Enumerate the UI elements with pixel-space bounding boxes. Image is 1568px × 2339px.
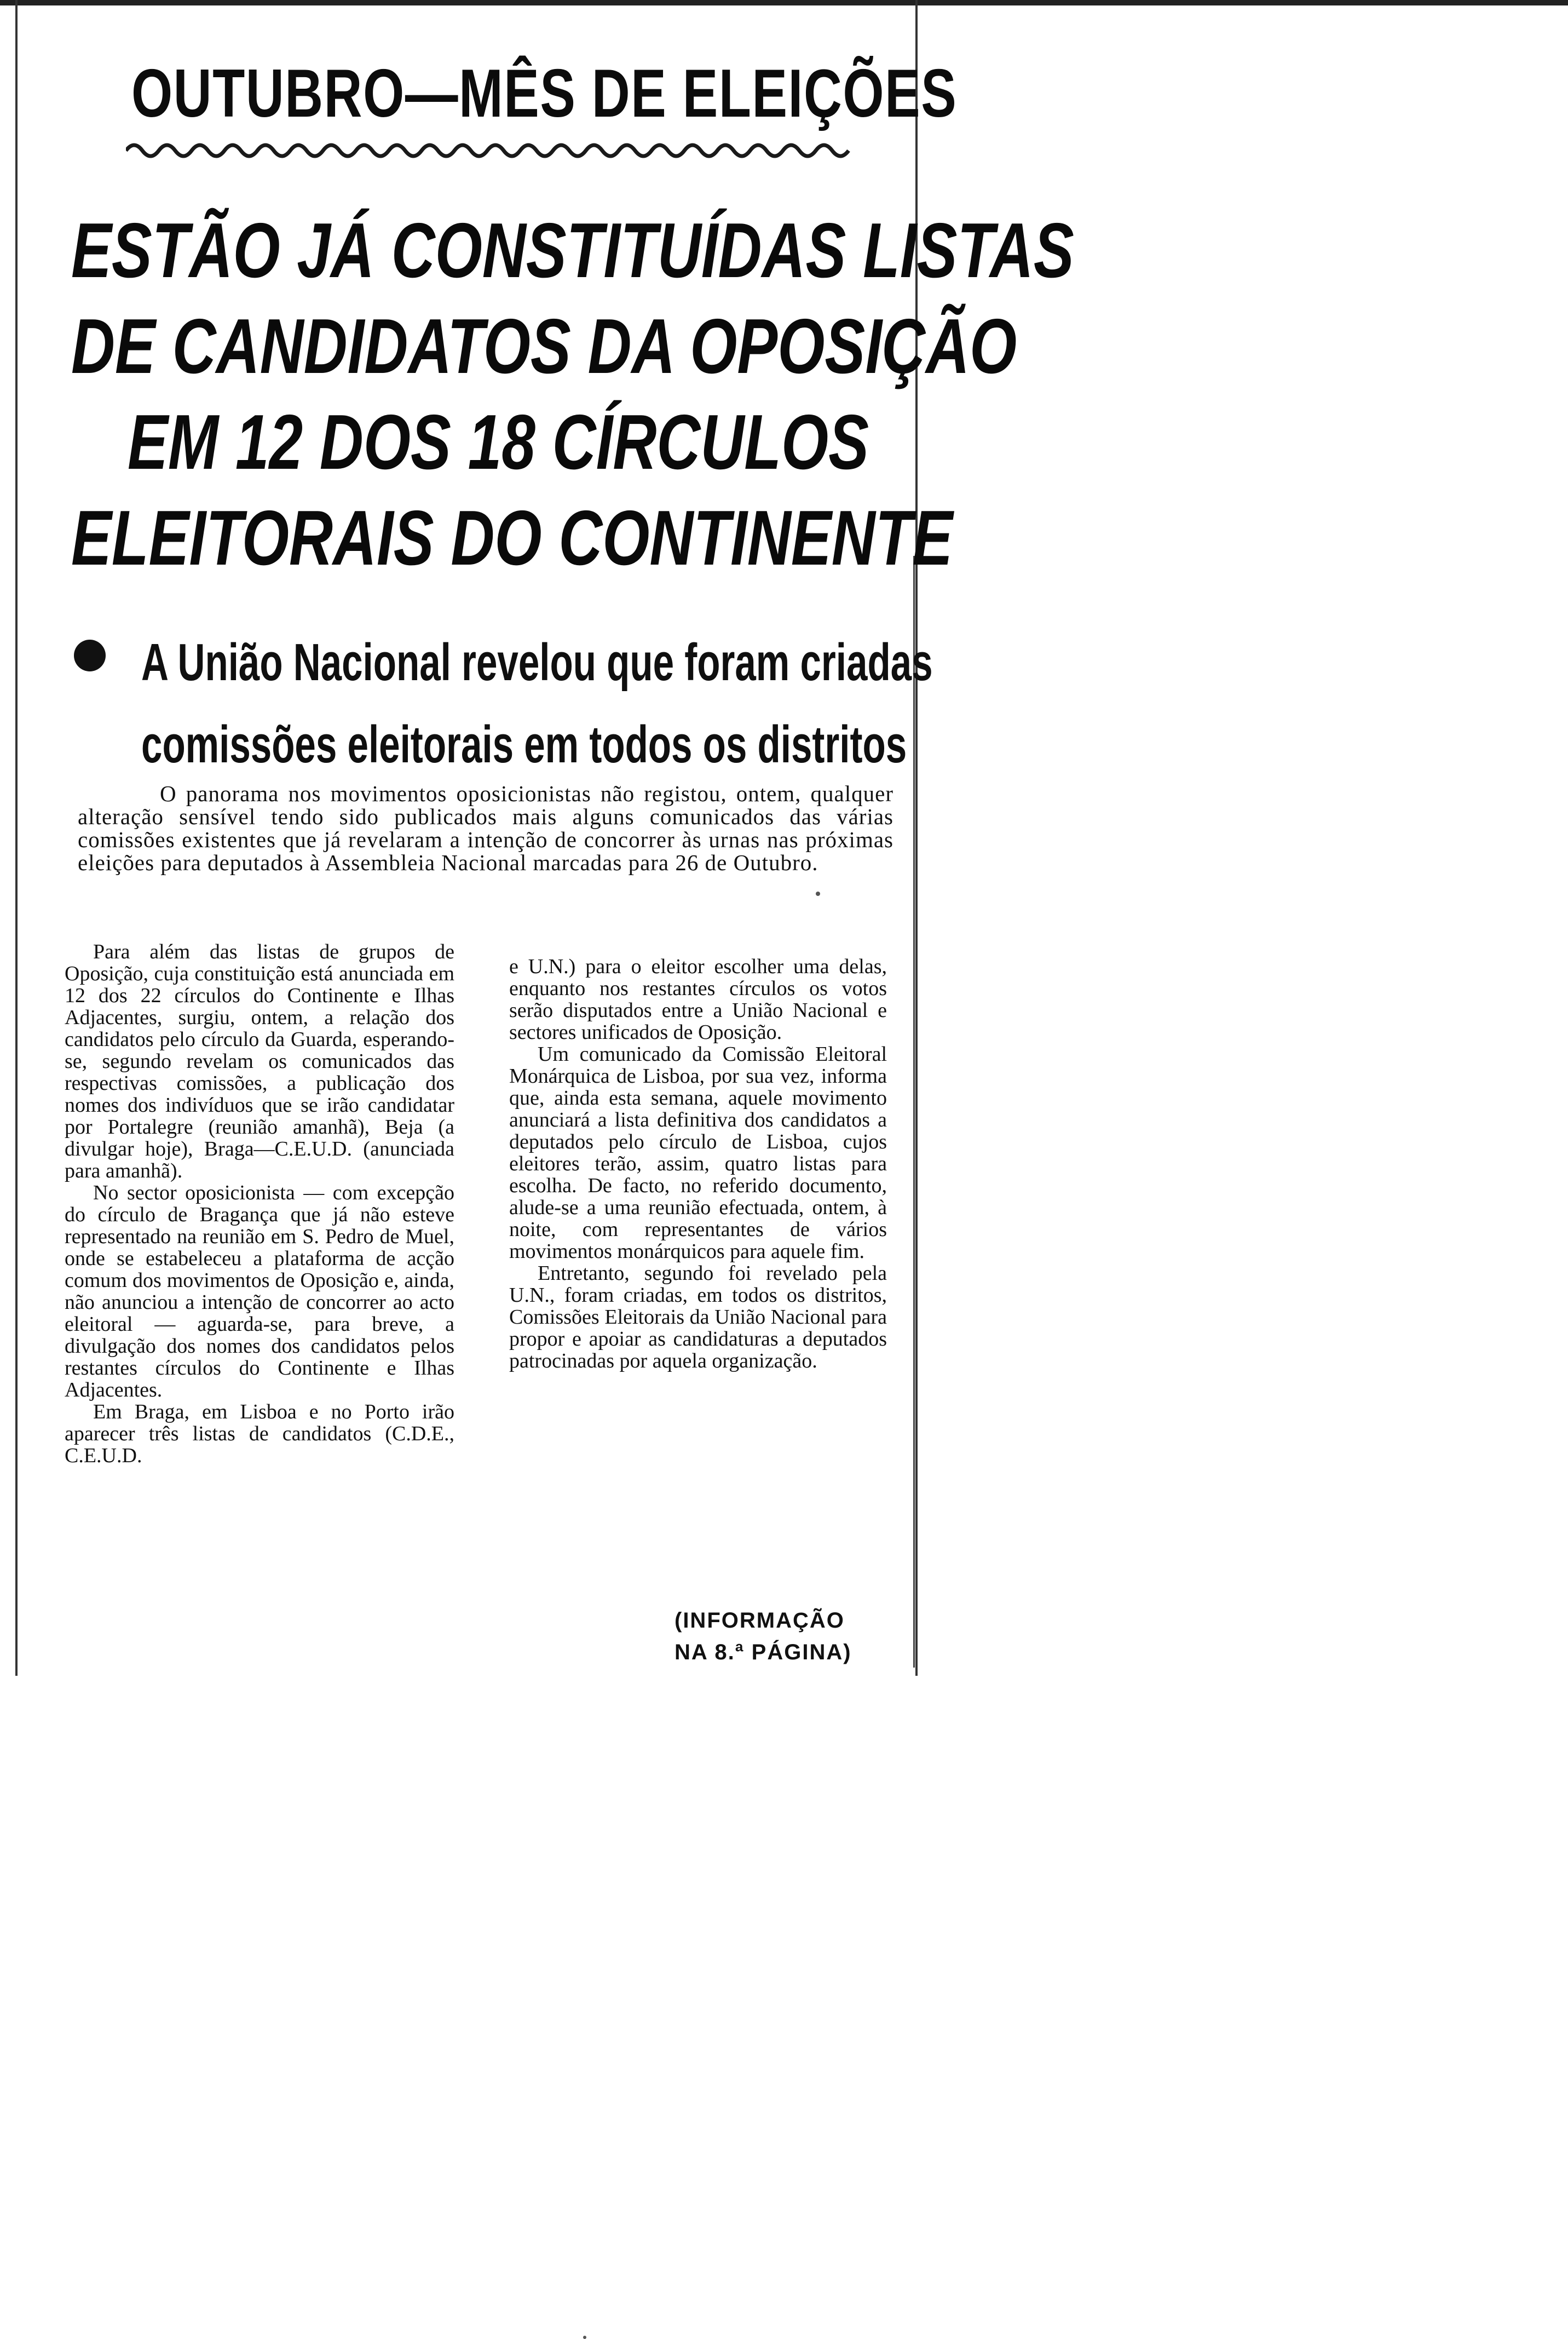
right-column: [509, 956, 887, 1372]
headline-line-3: EM 12 DOS 18 CÍRCULOS: [127, 399, 869, 486]
ink-speck: [816, 892, 820, 896]
ink-speck: [583, 2336, 586, 2339]
kicker-title: OUTUBRO—MÊS DE ELEIÇÕES: [131, 56, 958, 131]
headline-line-2: DE CANDIDATOS DA OPOSIÇÃO: [71, 303, 1017, 390]
headline: [71, 203, 1074, 586]
headline-line-1: ESTÃO JÁ CONSTITUÍDAS LISTAS: [71, 207, 1074, 294]
continued-line-2: NA 8.ª PÁGINA): [675, 1640, 852, 1664]
left-paragraph-3: Em Braga, em Lisboa e no Porto irão aparecer três listas de candidatos (C.D.E., C.E.U.D.: [65, 1400, 454, 1467]
subheadline-line-1: A União Nacional revelou que foram criadas: [141, 633, 933, 692]
subheadline-line-2: comissões eleitorais em todos os distritos: [141, 715, 907, 774]
continued-line-1: (INFORMAÇÃO: [675, 1608, 845, 1633]
bullet-icon: [74, 640, 106, 671]
subheadline: [141, 622, 933, 786]
headline-line-4: ELEITORAIS DO CONTINENTE: [71, 495, 953, 582]
right-paragraph-2: Um comunicado da Comissão Eleitoral Monárquica de Lisboa, por sua vez, informa que, ainda esta semana, aquele movimento anunciará a lista definitiva dos candidatos a deputados pelo círculo de Lisboa, cujos eleitores terão, assim, quatro listas para escolha. De facto, no referido documento, alude-se a uma reunião efectuada, ontem, à noite, com representantes de vários movimentos monárquicos para aquele fim.: [509, 1043, 887, 1263]
wavy-rule: [126, 134, 854, 162]
left-paragraph-1: Para além das listas de grupos de Oposição, cuja constituição está anunciada em 12 dos 22 círculos do Continente e Ilhas Adjacentes, surgiu, ontem, a relação dos candidatos pelo círculo da Guarda, esperando-se, segundo revelam os comunicados das respectivas comissões, a publicação dos nomes dos indivíduos que se irão candidatar por Portalegre (reunião amanhã), Beja (a divulgar hoje), Braga—C.E.U.D. (anunciada para amanhã).: [65, 940, 454, 1182]
continued-notice: [675, 1605, 852, 1668]
right-paragraph-1: e U.N.) para o eleitor escolher uma delas, enquanto nos restantes círculos os votos serão disputados entre a União Nacional e sectores unificados de Oposição.: [509, 955, 887, 1044]
left-paragraph-2: No sector oposicionista — com excepção do círculo de Bragança que já não esteve representado na reunião em S. Pedro de Muel, onde se estabeleceu a plataforma de acção comum dos movimentos de Oposição e, ainda, não anunciou a intenção de concorrer ao acto eleitoral — aguarda-se, para breve, a divulgação dos nomes dos candidatos pelos restantes círculos do Continente e Ilhas Adjacentes.: [65, 1181, 454, 1401]
lead-paragraph: O panorama nos movimentos oposicionistas não registou, ontem, qualquer alteração sensível tendo sido publicados mais alguns comunicados das várias comissões existentes que já revelaram a intenção de concorrer às urnas nas próximas eleições para deputados à Assembleia Nacional marcadas para 26 de Outubro.: [78, 781, 893, 875]
right-paragraph-3: Entretanto, segundo foi revelado pela U.N., foram criadas, em todos os distritos, Comissões Eleitorais da União Nacional para propor e apoiar as candidaturas a deputados patrocinadas por aquela organização.: [509, 1262, 887, 1372]
left-column: [65, 941, 454, 1467]
